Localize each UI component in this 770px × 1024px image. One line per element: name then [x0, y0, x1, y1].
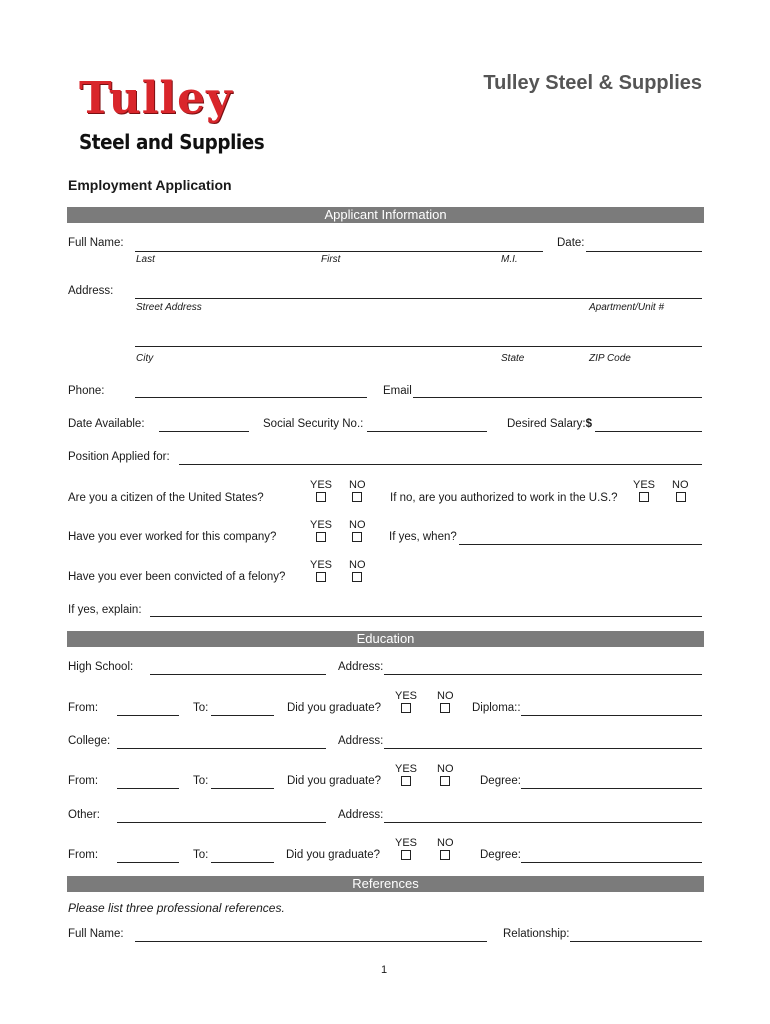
salary-currency: $ [585, 418, 593, 430]
street-address-field[interactable] [135, 298, 702, 299]
reference-full-name-label: Full Name: [68, 928, 124, 940]
college-address-field[interactable] [384, 748, 702, 749]
form-title: Employment Application [68, 177, 232, 193]
college-address-label: Address: [338, 735, 384, 747]
high-school-address-field[interactable] [384, 674, 702, 675]
college-from-field[interactable] [117, 788, 179, 789]
salary-label-text: Desired Salary: [507, 418, 586, 430]
date-field[interactable] [586, 251, 702, 252]
last-sublabel: Last [136, 254, 155, 265]
high-school-field[interactable] [150, 674, 326, 675]
hs-no-label: NO [437, 690, 454, 702]
section-applicant-header: Applicant Information [67, 207, 704, 223]
worked-question: Have you ever worked for this company? [68, 531, 277, 543]
hs-graduate-label: Did you graduate? [287, 702, 381, 714]
company-logo-name: Tulley [79, 73, 233, 124]
date-available-label: Date Available: [68, 418, 145, 430]
other-label: Other: [68, 809, 100, 821]
worked-yes-checkbox[interactable] [316, 532, 326, 542]
other-field[interactable] [117, 822, 326, 823]
college-label: College: [68, 735, 111, 747]
other-degree-field[interactable] [521, 862, 702, 863]
other-degree-label: Degree: [480, 849, 521, 861]
salary-label [507, 418, 592, 430]
college-from-label: From: [68, 775, 99, 787]
citizen-yes-checkbox[interactable] [316, 492, 326, 502]
high-school-label: High School: [68, 661, 134, 673]
hs-to-label: To: [193, 702, 209, 714]
explain-label: If yes, explain: [68, 604, 142, 616]
other-address-label: Address: [338, 809, 384, 821]
worked-no-checkbox[interactable] [352, 532, 362, 542]
position-field[interactable] [179, 464, 702, 465]
page-number: 1 [381, 964, 388, 976]
felony-no-label: NO [349, 559, 366, 571]
felony-question: Have you ever been convicted of a felony? [68, 571, 286, 583]
email-label: Email [383, 385, 412, 397]
other-from-field[interactable] [117, 862, 179, 863]
other-graduate-label: Did you graduate? [286, 849, 380, 861]
hs-from-field[interactable] [117, 715, 179, 716]
city-state-zip-field[interactable] [135, 346, 702, 347]
if-yes-when-label: If yes, when? [389, 531, 457, 543]
first-sublabel: First [321, 254, 341, 265]
ssn-field[interactable] [367, 431, 487, 432]
college-degree-label: Degree: [480, 775, 521, 787]
hs-from-label: From: [68, 702, 99, 714]
high-school-address-label: Address: [338, 661, 384, 673]
authorized-no-label: NO [672, 479, 689, 491]
full-name-field[interactable] [135, 251, 543, 252]
street-sublabel: Street Address [136, 302, 202, 313]
felony-no-checkbox[interactable] [352, 572, 362, 582]
citizen-no-checkbox[interactable] [352, 492, 362, 502]
felony-yes-checkbox[interactable] [316, 572, 326, 582]
ssn-label: Social Security No.: [263, 418, 364, 430]
phone-field[interactable] [135, 397, 367, 398]
company-logo-tagline: Steel and Supplies [79, 130, 265, 154]
diploma-label: Diploma:: [472, 702, 521, 714]
other-yes-label: YES [395, 837, 418, 849]
citizen-yes-label: YES [310, 479, 333, 491]
other-no-label: NO [437, 837, 454, 849]
hs-no-checkbox[interactable] [440, 703, 450, 713]
email-field[interactable] [413, 397, 702, 398]
college-field[interactable] [117, 748, 326, 749]
state-sublabel: State [501, 353, 525, 364]
relationship-field[interactable] [570, 941, 702, 942]
college-degree-field[interactable] [521, 788, 702, 789]
address-label: Address: [68, 285, 114, 297]
zip-sublabel: ZIP Code [589, 353, 631, 364]
apt-sublabel: Apartment/Unit # [589, 302, 665, 313]
reference-full-name-field[interactable] [135, 941, 487, 942]
college-to-label: To: [193, 775, 209, 787]
worked-no-label: NO [349, 519, 366, 531]
citizen-no-label: NO [349, 479, 366, 491]
section-education-header: Education [67, 631, 704, 647]
college-no-label: NO [437, 763, 454, 775]
other-address-field[interactable] [384, 822, 702, 823]
section-references-header: References [67, 876, 704, 892]
hs-yes-label: YES [395, 690, 418, 702]
diploma-field[interactable] [521, 715, 702, 716]
hs-yes-checkbox[interactable] [401, 703, 411, 713]
citizen-question: Are you a citizen of the United States? [68, 492, 264, 504]
phone-label: Phone: [68, 385, 105, 397]
worked-yes-label: YES [310, 519, 333, 531]
other-from-label: From: [68, 849, 99, 861]
salary-field[interactable] [595, 431, 702, 432]
full-name-label: Full Name: [68, 237, 124, 249]
position-label: Position Applied for: [68, 451, 170, 463]
authorized-yes-checkbox[interactable] [639, 492, 649, 502]
mi-sublabel: M.I. [501, 254, 518, 265]
authorized-no-checkbox[interactable] [676, 492, 686, 502]
if-yes-when-field[interactable] [459, 544, 702, 545]
college-no-checkbox[interactable] [440, 776, 450, 786]
references-instruction: Please list three professional references. [68, 901, 285, 915]
hs-to-field[interactable] [211, 715, 274, 716]
city-sublabel: City [136, 353, 154, 364]
other-to-field[interactable] [211, 862, 274, 863]
authorized-yes-label: YES [633, 479, 656, 491]
college-yes-checkbox[interactable] [401, 776, 411, 786]
college-graduate-label: Did you graduate? [287, 775, 381, 787]
felony-yes-label: YES [310, 559, 333, 571]
other-yes-checkbox[interactable] [401, 850, 411, 860]
other-to-label: To: [193, 849, 209, 861]
explain-field[interactable] [150, 616, 702, 617]
college-yes-label: YES [395, 763, 418, 775]
authorized-question: If no, are you authorized to work in the U.S.? [390, 492, 618, 504]
company-title: Tulley Steel & Supplies [483, 72, 702, 94]
date-label: Date: [557, 237, 585, 249]
date-available-field[interactable] [159, 431, 249, 432]
college-to-field[interactable] [211, 788, 274, 789]
other-no-checkbox[interactable] [440, 850, 450, 860]
relationship-label: Relationship: [503, 928, 570, 940]
